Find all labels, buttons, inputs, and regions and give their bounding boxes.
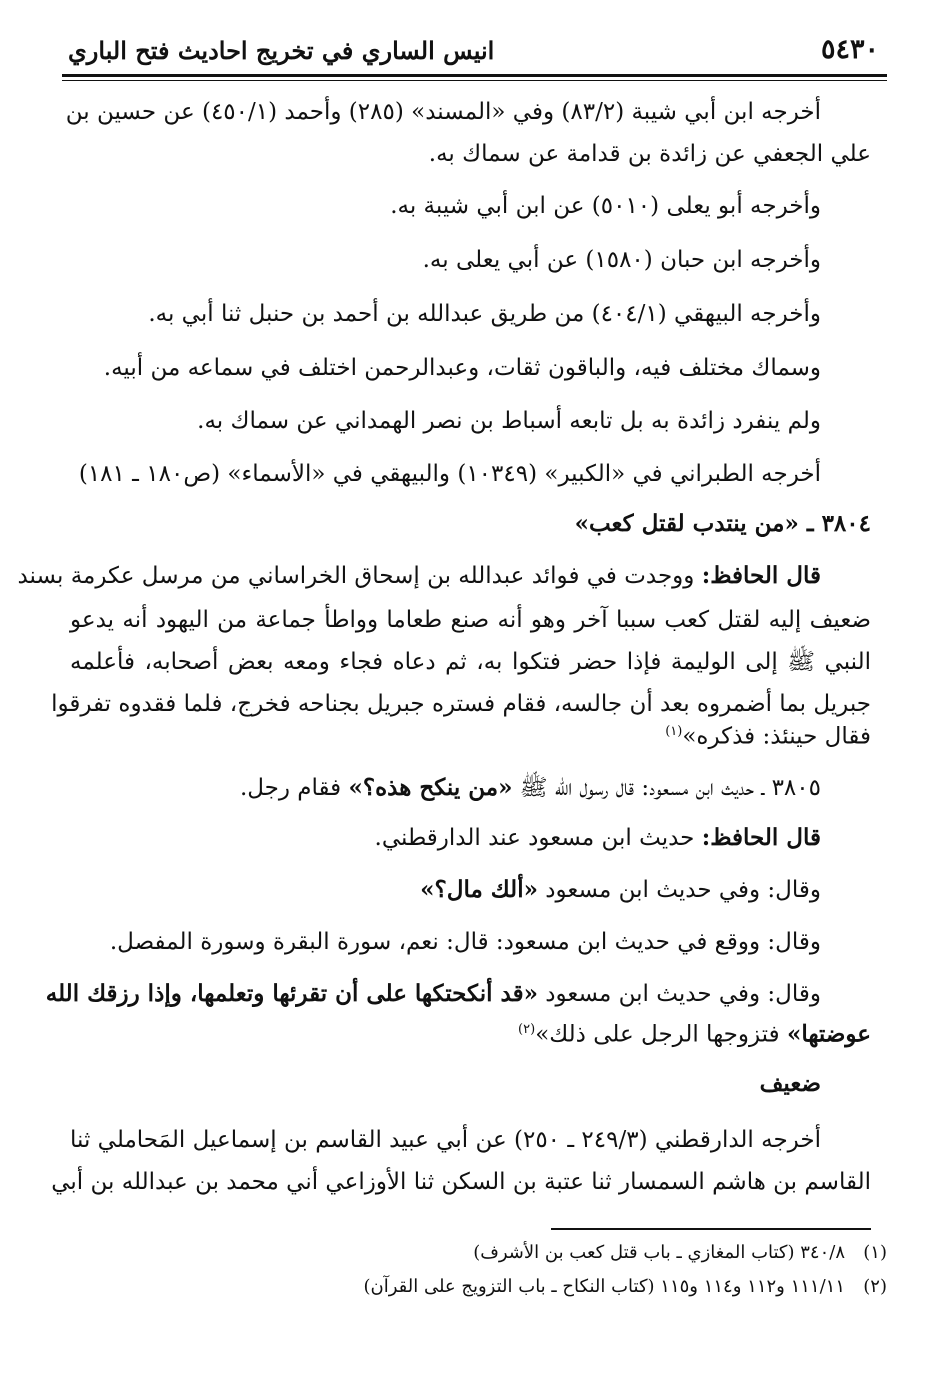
footnote [473,1240,887,1266]
running-title: انيس الساري في تخريج احاديث فتح الباري [68,36,495,65]
header-rule-thin [62,80,887,81]
hadith-heading [240,772,821,804]
footnote-marker: (١) [665,724,683,739]
grade-label: ضعيف [759,1070,821,1097]
text-line: النبي ﷺ إلى الوليمة فإذا حضر فتكوا به، ثم دعاه فجاء ومعه بعض أصحابه، فأعلمه [70,649,871,675]
speaker-label: قال الحافظ: [701,824,821,851]
text-line: وأخرجه أبو يعلى (٥٠١٠) عن ابن أبي شيبة به. [390,193,821,219]
text-span: وقال: وفي حديث ابن مسعود [537,981,821,1007]
footnote-separator [551,1228,871,1230]
text-span: فقام رجل. [239,775,349,801]
text-line [17,560,821,592]
text-line: أخرجه ابن أبي شيبة (٨٣/٢) وفي «المسند» (٢٨٥) وأحمد (٤٥٠/١) عن حسين بن [65,99,821,125]
text-span: فقال حينئذ: فذكره» [682,723,871,750]
text-span: ووجدت في فوائد عبدالله بن إسحاق الخراساني من مرسل عكرمة بسند [17,563,702,589]
hadith-heading: ٣٨٠٤ ـ «من ينتدب لقتل كعب» [574,510,871,537]
text-line: علي الجعفي عن زائدة بن قدامة عن سماك به. [428,141,871,167]
text-line: وسماك مختلف فيه، والباقون ثقات، وعبدالرحمن اختلف في سماعه من أبيه. [103,355,821,381]
text-span: حديث ابن مسعود عند الدارقطني. [374,825,702,851]
text-line: أخرجه الطبراني في «الكبير» (١٠٣٤٩) والبيهقي في «الأسماء» (ص١٨٠ ـ ١٨١) [78,461,821,487]
quote-bold: «قد أنكحتكها على أن تقرئها وتعلمها، وإذا رزقك الله [45,980,538,1007]
text-line [665,716,871,753]
footnote-text: ١١١/١١ و١١٢ و١١٤ و١١٥ (كتاب النكاح ـ باب التزويج على القرآن) [363,1276,845,1297]
footnote-text: ٣٤٠/٨ (كتاب المغازي ـ باب قتل كعب بن الأشرف) [473,1242,845,1263]
footnote-number: (٢) [863,1276,887,1297]
text-line: ولم ينفرد زائدة به بل تابعه أسباط بن نصر الهمداني عن سماك به. [197,408,821,434]
text-line [45,978,821,1010]
speaker-label: قال الحافظ: [701,562,821,589]
text-line: وأخرجه ابن حبان (١٥٨٠) عن أبي يعلى به. [422,247,821,273]
text-line: وقال: ووقع في حديث ابن مسعود: قال: نعم، سورة البقرة وسورة المفصل. [109,929,821,955]
text-line: جبريل بما أضمروه بعد أن جالسه، فقام فستره جبريل بجناحه فخرج، فلما فقدوه تفرقوا [51,691,871,717]
footnote-marker: (٢) [518,1022,536,1037]
page-number: ٥٤٣٠ [820,34,879,65]
quote-bold: «من ينكح هذه؟» [348,774,513,801]
text-span: ٣٨٠٥ ـ حديث ابن مسعود: قال رسول الله ﷺ [512,775,821,801]
header-rule-thick [62,74,887,77]
quote-bold: عوضتها» [786,1020,871,1048]
text-line: وأخرجه البيهقي (٤٠٤/١) من طريق عبدالله بن أحمد بن حنبل ثنا أبي به. [148,301,821,327]
quote-bold: «ألك مال؟» [420,876,538,903]
footnote-number: (١) [863,1242,887,1263]
page-header [62,30,887,72]
text-line: ضعيف إليه لقتل كعب سببا آخر وهو أنه صنع طعاما وواطأ جماعة من اليهود أنه يدعو [70,607,871,633]
text-line [375,822,821,854]
text-span: فتزوجها الرجل على ذلك» [535,1021,787,1048]
text-line [420,874,821,906]
footnote [363,1274,887,1300]
text-span: وقال: وفي حديث ابن مسعود [537,877,821,903]
text-line: أخرجه الدارقطني (٢٤٩/٣ ـ ٢٥٠) عن أبي عبيد القاسم بن إسماعيل المَحاملي ثنا [70,1127,821,1153]
text-line [518,1014,871,1051]
text-line: القاسم بن هاشم السمسار ثنا عتبة بن السكن ثنا الأوزاعي أني محمد بن عبدالله بن أبي [51,1169,871,1195]
